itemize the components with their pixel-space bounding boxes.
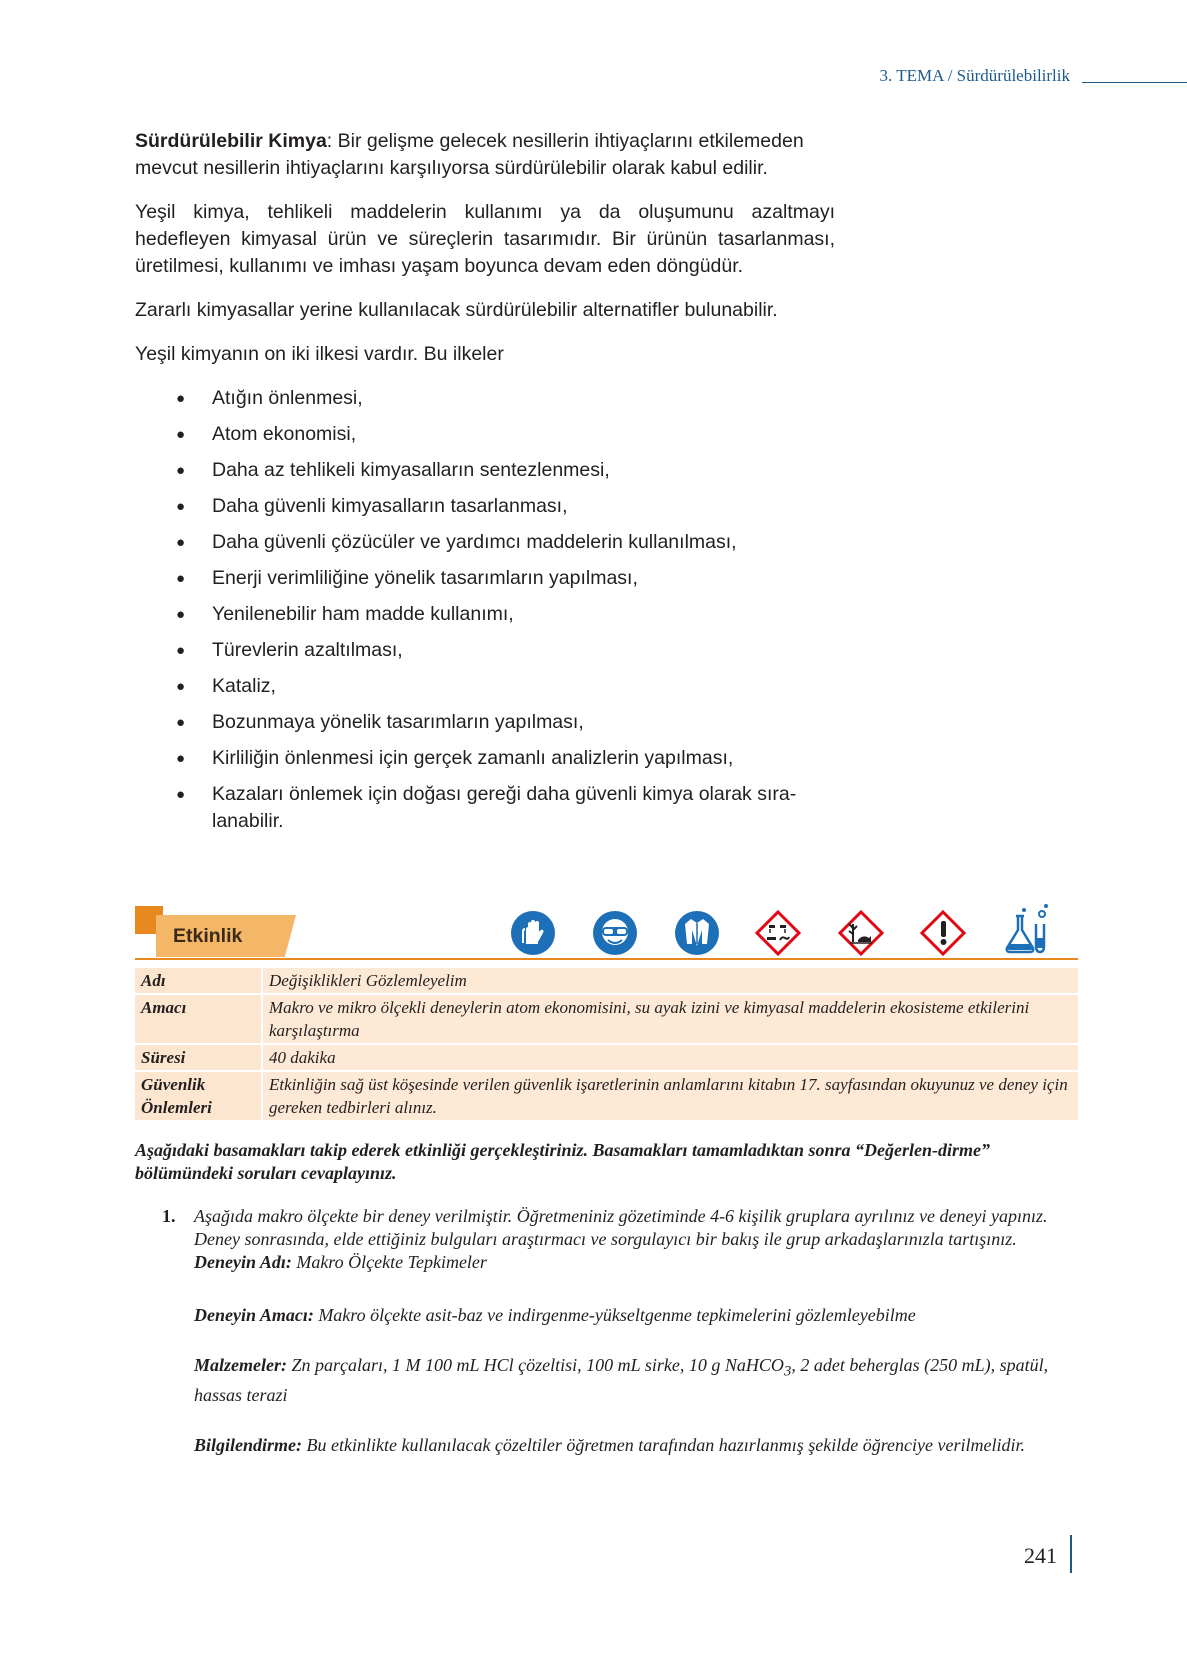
row-value: 40 dakika	[261, 1045, 1078, 1070]
header-rule	[1082, 82, 1187, 83]
table-row	[135, 1072, 1078, 1120]
page-number-bar	[1070, 1535, 1072, 1573]
experiment-purpose-label: Deneyin Amacı:	[194, 1305, 314, 1325]
definition-term: Sürdürülebilir Kimya	[135, 130, 327, 152]
principles-list	[135, 385, 835, 835]
chapter-title: 3. TEMA / Sürdürülebilirlik	[879, 66, 1070, 85]
activity-label: Etkinlik	[173, 925, 243, 947]
goggles-icon	[592, 910, 638, 956]
list-item: ● Enerji verimliliğine yönelik tasarımların yapılması,	[135, 565, 835, 592]
gloves-icon	[510, 910, 556, 956]
experiment-name-label: Deneyin Adı:	[194, 1252, 292, 1272]
experiment-info	[194, 1434, 1078, 1457]
activity-instructions: Aşağıdaki basamakları takip ederek etkinliği gerçekleştiriniz. Basamakları tamamladıktan sonra “Değerlen-dirme” bölümündeki soruları cevaplayınız.	[135, 1140, 991, 1183]
list-item: ● Kataliz,	[135, 673, 835, 700]
materials-value-a: Zn parçaları, 1 M 100 mL HCl çözeltisi, 100 mL sirke, 10 g NaHCO	[291, 1355, 784, 1375]
materials-value-b: , 2 adet beherglas (250 mL), spatül, hassas terazi	[194, 1355, 1049, 1405]
table-row	[135, 968, 1078, 993]
table-row	[135, 1045, 1078, 1070]
list-item: ● Daha az tehlikeli kimyasalların sentezlenmesi,	[135, 457, 835, 484]
lab-flask-icon	[1002, 902, 1052, 956]
exclamation-hazard-icon	[920, 910, 966, 956]
step-text: Aşağıda makro ölçekte bir deney verilmiştir. Öğretmeniniz gözetiminde 4-6 kişilik gruplara ayrılınız ve deneyi yapınız. Deney sonrasında, elde ettiğiniz bulguları araştırmacı ve sorgulayıcı bir bakış ile grup arkadaşlarınızla tartışınız.	[194, 1206, 1048, 1249]
experiment-name	[194, 1251, 1078, 1274]
principles-intro: Yeşil kimyanın on iki ilkesi vardır. Bu ilkeler	[135, 343, 504, 365]
page-number: 241	[1024, 1543, 1057, 1568]
list-item: ● Kirliliğin önlenmesi için gerçek zamanlı analizlerin yapılması,	[135, 745, 835, 772]
list-item: ● Yenilenebilir ham madde kullanımı,	[135, 601, 835, 628]
row-key: Adı	[135, 968, 261, 993]
experiment-purpose-value: Makro ölçekte asit-baz ve indirgenme-yükseltgenme tepkimelerini gözlemleyebilme	[318, 1305, 916, 1325]
list-item: ● Atığın önlenmesi,	[135, 385, 835, 412]
row-value: Makro ve mikro ölçekli deneylerin atom ekonomisini, su ayak izini ve kimyasal maddelerin ekosisteme etkilerini karşılaştırma	[261, 995, 1078, 1043]
experiment-name-value: Makro Ölçekte Tepkimeler	[296, 1252, 487, 1272]
environment-hazard-icon	[838, 910, 884, 956]
row-key: Süresi	[135, 1045, 261, 1070]
intro-section	[135, 128, 835, 844]
page-header	[880, 66, 1187, 86]
definition-paragraph	[135, 128, 835, 182]
corrosive-icon	[755, 910, 801, 956]
experiment-materials-label: Malzemeler:	[194, 1355, 287, 1375]
activity-rule	[135, 958, 1078, 960]
row-value: Değişiklikleri Gözlemleyelim	[261, 968, 1078, 993]
row-key: Amacı	[135, 995, 261, 1043]
lab-coat-icon	[674, 910, 720, 956]
experiment-materials	[194, 1354, 1078, 1407]
green-chemistry-paragraph: Yeşil kimya, tehlikeli maddelerin kullanımı ya da oluşumunu azaltmayı hedefleyen kimyasal ürün ve süreçlerin tasarımıdır. Bir ürünün tasarlanması, üretilmesi, kullanımı ve imhası yaşam boyunca devam eden döngüdür.	[135, 201, 835, 277]
list-item: ● Bozunmaya yönelik tasarımların yapılması,	[135, 709, 835, 736]
alternatives-paragraph: Zararlı kimyasallar yerine kullanılacak sürdürülebilir alternatifler bulunabilir.	[135, 299, 778, 321]
materials-subscript: 3	[783, 1363, 792, 1380]
list-item: ● Türevlerin azaltılması,	[135, 637, 835, 664]
row-value: Etkinliğin sağ üst köşesinde verilen güvenlik işaretlerinin anlamlarını kitabın 17. sayfasından okuyunuz ve deney için gereken tedbirleri alınız.	[261, 1072, 1078, 1120]
list-item: ● Kazaları önlemek için doğası gereği daha güvenli kimya olarak sıra-lanabilir.	[135, 781, 835, 835]
list-item: ● Daha güvenli çözücüler ve yardımcı maddelerin kullanılması,	[135, 529, 835, 556]
definition-text: : Bir gelişme gelecek nesillerin ihtiyaçlarını etkilemeden mevcut nesillerin ihtiyaçlarını karşılıyorsa sürdürülebilir olarak kabul edilir.	[135, 130, 804, 179]
list-item: ● Daha güvenli kimyasalların tasarlanması,	[135, 493, 835, 520]
experiment-info-label: Bilgilendirme:	[194, 1434, 302, 1455]
row-key: Güvenlik Önlemleri	[135, 1072, 261, 1120]
activity-info-table	[135, 968, 1078, 1122]
experiment-info-value: Bu etkinlikte kullanılacak çözeltiler öğretmen tarafından hazırlanmış şekilde öğrenciye verilmelidir.	[306, 1434, 1026, 1455]
experiment-purpose	[194, 1304, 1078, 1327]
list-item: ● Atom ekonomisi,	[135, 421, 835, 448]
step-1	[162, 1205, 1078, 1457]
table-row	[135, 995, 1078, 1043]
step-number: 1.	[162, 1206, 176, 1226]
